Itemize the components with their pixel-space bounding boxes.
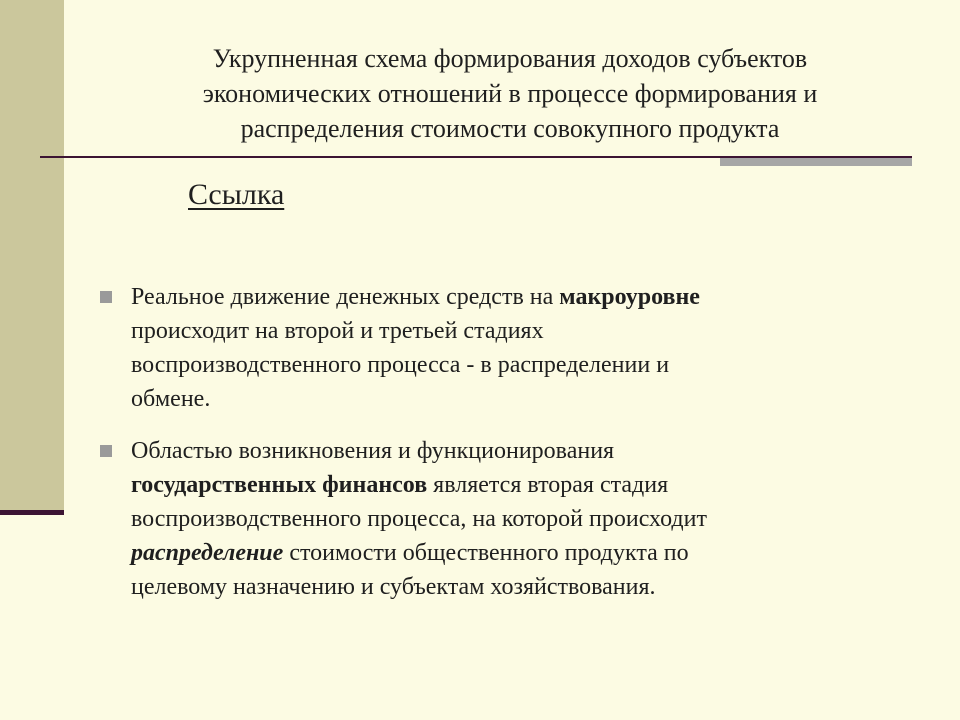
square-bullet-icon <box>100 291 112 303</box>
bullet-bold-italic-term: распределение <box>131 540 284 566</box>
bullet-list <box>96 280 856 604</box>
bullet-text: Реальное движение денежных средств на <box>131 284 560 310</box>
bullet-item <box>96 434 856 604</box>
bullet-bold-term: государственных финансов <box>131 472 428 498</box>
square-bullet-icon <box>100 445 112 457</box>
bullet-line: Областью возникновения и функционирования <box>131 438 615 464</box>
bullet-bold-term: макроуровне <box>559 284 700 310</box>
title-divider-accent <box>720 158 912 166</box>
bullet-line: воспроизводственного процесса - в распределении и <box>131 352 670 378</box>
bullet-text: стоимости общественного продукта по <box>283 540 689 566</box>
bullet-text: является вторая стадия <box>427 472 669 498</box>
bullet-line <box>131 536 856 570</box>
reference-link[interactable]: Ссылка <box>188 178 285 211</box>
bullet-line <box>131 280 856 314</box>
bullet-line <box>131 468 856 502</box>
bullet-line: целевому назначению и субъектам хозяйствования. <box>131 574 656 600</box>
title-line: Укрупненная схема формирования доходов субъектов <box>212 44 808 73</box>
slide-title <box>100 41 920 146</box>
bullet-line: обмене. <box>131 386 211 412</box>
left-band-rule <box>0 510 64 515</box>
left-decorative-band <box>0 0 64 512</box>
title-line: распределения стоимости совокупного продукта <box>240 114 780 143</box>
title-line: экономических отношений в процессе формирования и <box>202 79 818 108</box>
bullet-item <box>96 280 856 416</box>
bullet-line: происходит на второй и третьей стадиях <box>131 318 544 344</box>
bullet-line: воспроизводственного процесса, на которой происходит <box>131 506 707 532</box>
